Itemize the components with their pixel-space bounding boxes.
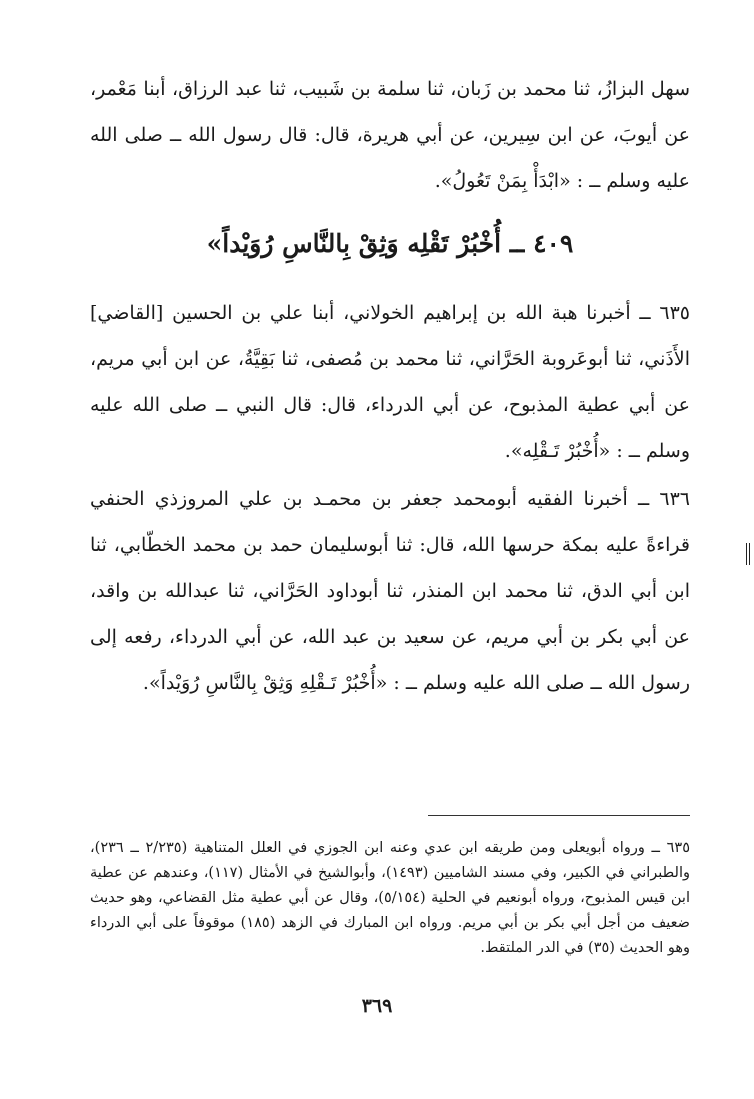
page-number: ٣٦٩ [361, 995, 393, 1017]
hadith-635-paragraph: ٦٣٥ ــ أخبرنا هبة الله بن إبراهيم الخولاني، أبنا علي بن الحسين [القاضي] الأَذَني، ثنا أبوعَروبة الحَرَّاني، ثنا محمد بن مُصفى، ثنا بَقِيَّةُ، عن ابن أبي مريم، عن أبي عطية المذبوح، عن أبي الدرداء، قال: قال النبي ــ صلى الله عليه وسلم ــ : «أُخْبُرْ تَـقْلِه». [90, 302, 690, 462]
hadith-636-paragraph: ٦٣٦ ــ أخبرنا الفقيه أبومحمد جعفر بن محمـد بن علي المروزذي الحنفي قراءةً عليه بمكة حرسها الله، قال: ثنا أبوسليمان حمد بن محمد الخطّابي، ثنا ابن أبي الدق، ثنا محمد ابن المنذر، ثنا أبوداود الحَرَّاني، ثنا عبدالله بن واقد، عن أبي بكر بن أبي مريم، عن سعيد بن عبد الله، عن أبي الدرداء، رفعه إلى رسول الله ــ صلى الله عليه وسلم ــ : «أُخْبُرْ تَـقْلِهِ وَثِقْ بِالنَّاسِ رُوَيْداً». [90, 488, 690, 694]
section-heading: ٤٠٩ ــ أُخْبُرْ تَقْلِه وَثِقْ بِالنَّاسِ رُوَيْداً» [206, 229, 574, 258]
footnote: ٦٣٥ ــ ورواه أبويعلى ومن طريقه ابن عدي وعنه ابن الجوزي في العلل المتناهية (٢/٢٣٥ ــ ٢٣٦)، والطبراني في الكبير، وفي مسند الشاميين (١٤٩٣)، وأبوالشيخ في الأمثال (١١٧)، وعندهم عن عطية ابن قيس المذبوح، ورواه أبونعيم في الحلية (٥/١٥٤)، وقال عن أبي عطية مثل القضاعي، وهو حديث ضعيف من أجل أبي بكر بن أبي مريم. ورواه ابن المبارك في الزهد (١٨٥) موقوفاً على أبي الدرداء وهو الحديث (٣٥) في الدر الملتقط. [90, 840, 691, 956]
margin-mark [746, 543, 750, 565]
intro-paragraph: سهل البزازُ، ثنا محمد بن زَبان، ثنا سلمة بن شَبيب، ثنا عبد الرزاق، أبنا مَعْمر، عن أيوبَ، عن ابن سِيرين، عن أبي هريرة، قال: قال رسول الله ــ صلى الله عليه وسلم ــ : «ابْدَأْ بِمَنْ تَعُولُ». [90, 78, 690, 192]
footnote-divider [428, 815, 690, 816]
